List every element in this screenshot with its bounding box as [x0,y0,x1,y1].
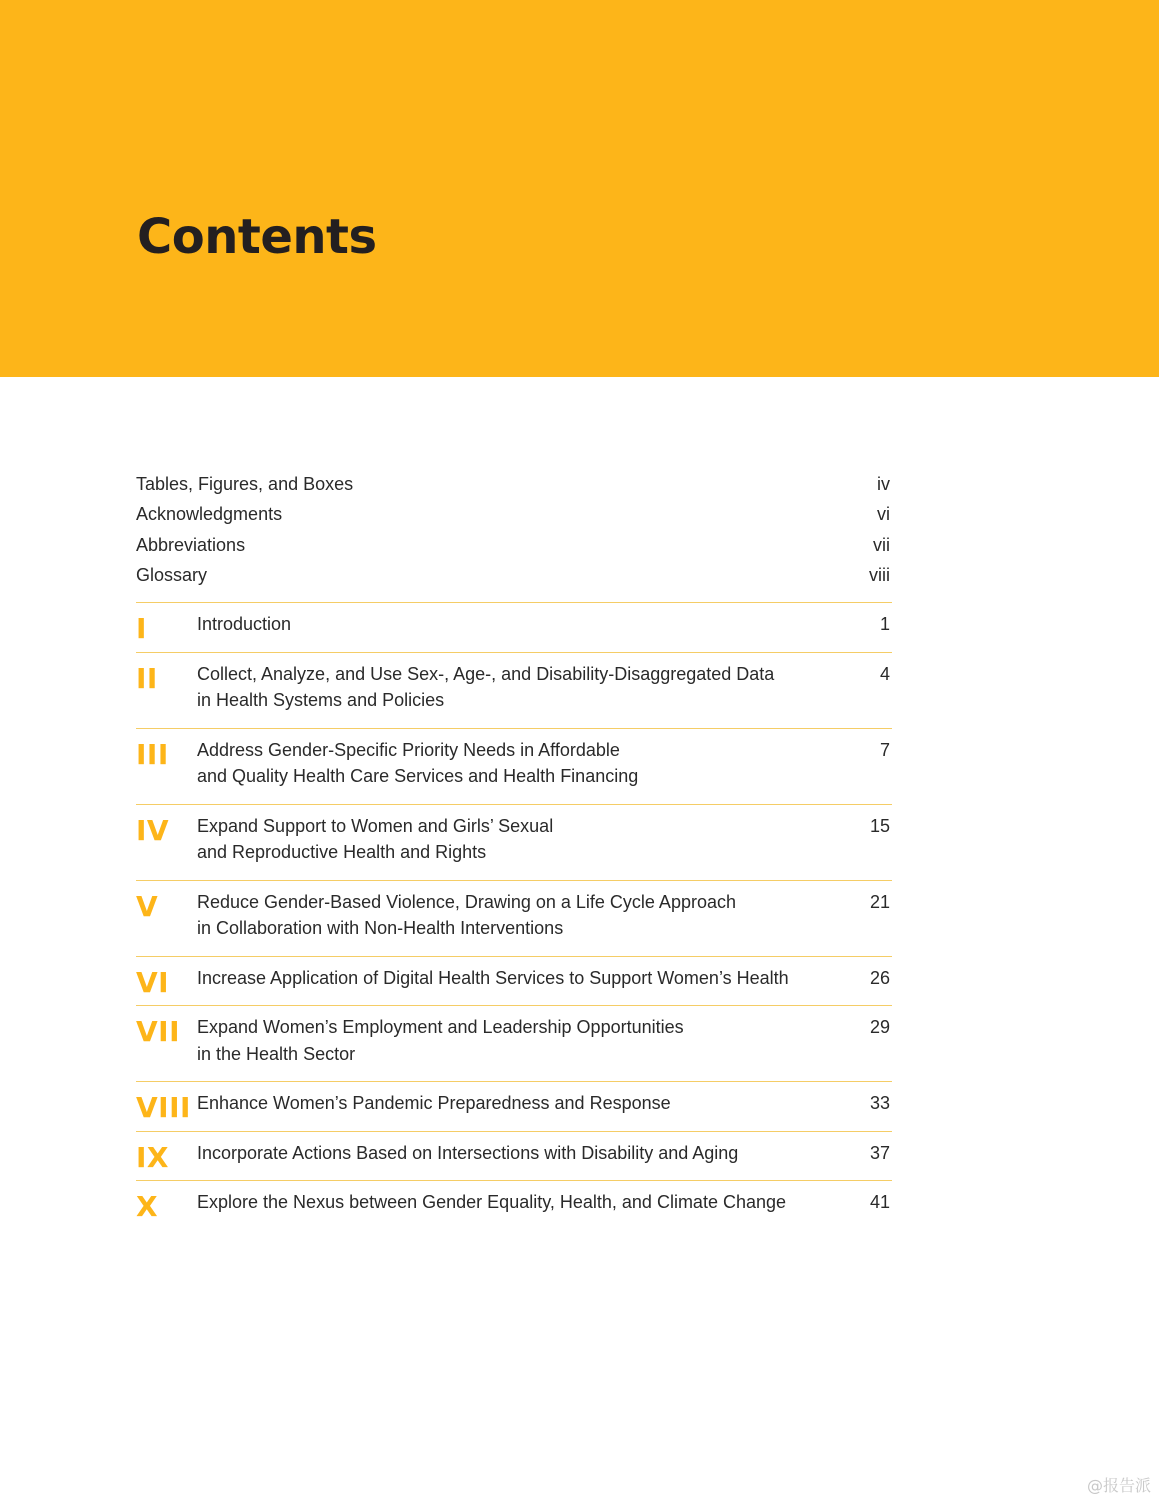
toc-entry-page: vii [873,534,890,555]
chapter-page: 41 [869,1192,890,1213]
chapter-numeral: VII [136,1015,181,1049]
chapter-title-line: and Quality Health Care Services and Health Financing [197,766,639,787]
chapter-title-line: Collect, Analyze, and Use Sex-, Age-, and Disability-Disaggregated Data [197,663,775,684]
chapter-title-line: Explore the Nexus between Gender Equality, Health, and Climate Change [197,1192,787,1213]
chapter-title-line: in Collaboration with Non-Health Interventions [197,918,564,939]
chapter-entry-9[interactable] [136,1132,892,1182]
chapter-list [136,603,892,1231]
chapter-numeral: III [136,737,169,771]
chapter-title-line: in the Health Sector [197,1043,356,1064]
chapter-title-line: Expand Support to Women and Girls’ Sexual [197,815,554,836]
chapter-page: 15 [869,815,890,836]
toc-entry-abbreviations[interactable] [136,530,892,560]
chapter-page: 1 [879,614,890,635]
chapter-numeral: V [136,889,159,923]
chapter-entry-10[interactable] [136,1181,892,1231]
chapter-title-line: Increase Application of Digital Health Services to Support Women’s Health [197,967,789,988]
watermark: @报告派 [1086,1476,1151,1495]
chapter-title [197,1014,817,1067]
chapter-numeral: X [136,1190,159,1224]
toc-entry-glossary[interactable] [136,560,892,590]
chapter-title [197,661,817,714]
chapter-entry-6[interactable] [136,957,892,1007]
chapter-title-line: Enhance Women’s Pandemic Preparedness and Response [197,1093,671,1114]
toc-entry-label: Acknowledgments [136,504,283,525]
chapter-title-line: Introduction [197,614,292,635]
chapter-title-line: Reduce Gender-Based Violence, Drawing on a Life Cycle Approach [197,891,736,912]
chapter-entry-2[interactable] [136,653,892,729]
page-title: Contents [137,209,377,265]
front-matter-list [136,469,892,603]
chapter-title-line: and Reproductive Health and Rights [197,842,487,863]
chapter-page: 37 [869,1142,890,1163]
table-of-contents [136,469,892,1231]
chapter-entry-4[interactable] [136,805,892,881]
chapter-page: 7 [879,739,890,760]
chapter-title [197,611,817,638]
toc-entry-label: Abbreviations [136,534,246,555]
chapter-numeral: II [136,661,158,695]
chapter-page: 4 [879,663,890,684]
chapter-title [197,1189,817,1216]
chapter-entry-1[interactable] [136,603,892,653]
chapter-numeral: VI [136,965,170,999]
chapter-numeral: VIII [136,1091,191,1125]
toc-entry-label: Glossary [136,564,208,585]
chapter-entry-5[interactable] [136,881,892,957]
chapter-page: 21 [869,891,890,912]
chapter-entry-3[interactable] [136,729,892,805]
toc-entry-page: vi [877,504,890,525]
chapter-title-line: Address Gender-Specific Priority Needs in Affordable [197,739,620,760]
chapter-title [197,1140,817,1167]
header-band [0,0,1159,377]
chapter-title-line: Expand Women’s Employment and Leadership Opportunities [197,1017,684,1038]
chapter-title-line: Incorporate Actions Based on Intersections with Disability and Aging [197,1142,739,1163]
chapter-numeral: IV [136,813,170,847]
chapter-title [197,965,817,992]
toc-entry-page: iv [877,474,890,494]
chapter-numeral: IX [136,1140,170,1174]
chapter-title [197,1090,817,1117]
chapter-title-line: in Health Systems and Policies [197,690,445,711]
toc-entry-page: viii [869,564,890,585]
toc-entry-tables-figures-boxes[interactable] [136,469,892,499]
chapter-entry-8[interactable] [136,1082,892,1132]
chapter-title [197,889,817,942]
chapter-title [197,813,817,866]
chapter-page: 26 [869,967,890,988]
chapter-numeral: I [136,612,147,646]
toc-entry-acknowledgments[interactable] [136,499,892,529]
toc-entry-label: Tables, Figures, and Boxes [136,474,354,494]
chapter-page: 33 [869,1093,890,1114]
chapter-page: 29 [869,1017,890,1038]
chapter-title [197,737,817,790]
chapter-entry-7[interactable] [136,1006,892,1082]
